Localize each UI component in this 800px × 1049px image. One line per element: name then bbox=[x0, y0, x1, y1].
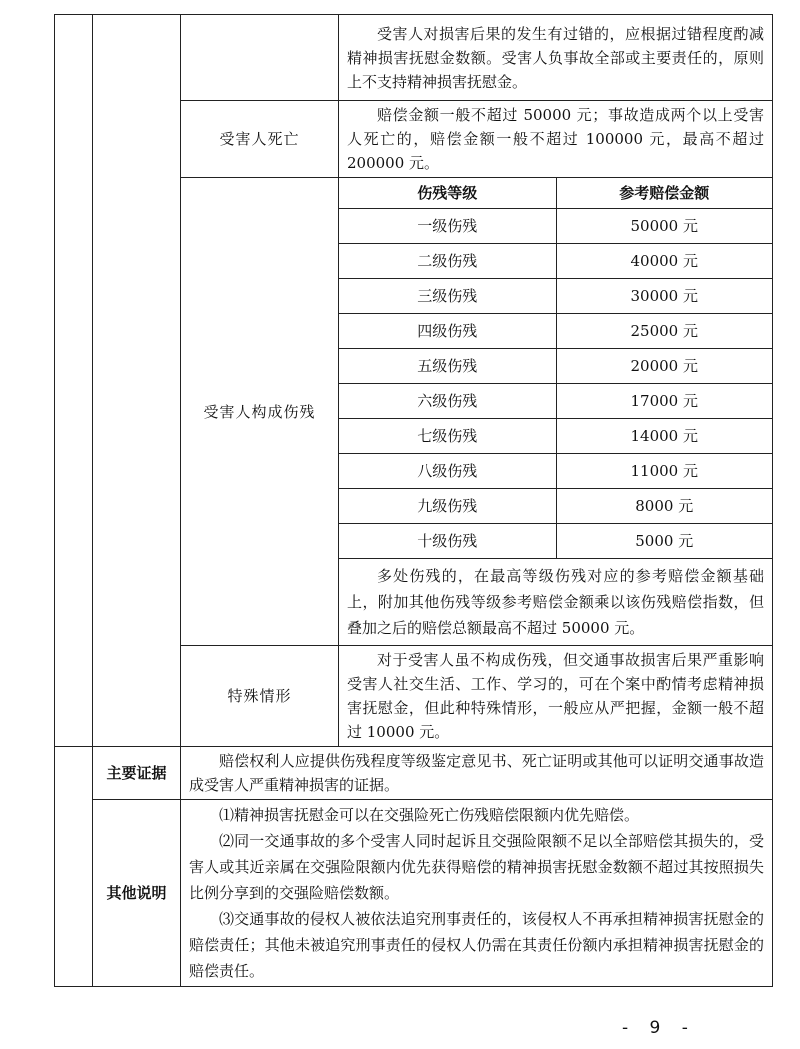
grade-amount: 30000 元 bbox=[556, 279, 772, 314]
disability-grade-table bbox=[339, 178, 772, 645]
page-number: - 9 - bbox=[622, 1018, 696, 1038]
table-row bbox=[55, 800, 773, 987]
death-text: 赔偿金额一般不超过 50000 元；事故造成两个以上受害人死亡的，赔偿金额一般不超过 100000 元，最高不超过 200000 元。 bbox=[339, 101, 773, 178]
header-level: 伤残等级 bbox=[339, 178, 556, 209]
note-item: ⑵同一交通事故的多个受害人同时起诉且交强险限额不足以全部赔偿其损失的，受害人或其近亲属在交强险限额内优先获得赔偿的精神损害抚慰金数额不超过其按照损失比例分享到的交强险赔偿数额。 bbox=[189, 832, 764, 902]
table-row bbox=[339, 279, 772, 314]
empty-sub-cell bbox=[181, 15, 339, 101]
other-notes bbox=[181, 800, 773, 987]
disability-cell bbox=[339, 178, 773, 646]
empty-left-column bbox=[55, 15, 93, 747]
table-row bbox=[55, 747, 773, 800]
death-label: 受害人死亡 bbox=[181, 101, 339, 178]
grade-level: 四级伤残 bbox=[339, 314, 556, 349]
grade-amount: 11000 元 bbox=[556, 454, 772, 489]
table-row bbox=[339, 524, 772, 559]
table-row bbox=[339, 559, 772, 646]
evidence-text: 赔偿权利人应提供伤残程度等级鉴定意见书、死亡证明或其他可以证明交通事故造成受害人严重精神损害的证据。 bbox=[181, 747, 773, 800]
table-row bbox=[339, 349, 772, 384]
table-row bbox=[339, 314, 772, 349]
table-row bbox=[339, 419, 772, 454]
table-row bbox=[339, 209, 772, 244]
grade-level: 一级伤残 bbox=[339, 209, 556, 244]
grade-amount: 40000 元 bbox=[556, 244, 772, 279]
empty-heading-column bbox=[93, 15, 181, 747]
empty-left-column bbox=[55, 747, 93, 987]
grade-level: 三级伤残 bbox=[339, 279, 556, 314]
grade-level: 十级伤残 bbox=[339, 524, 556, 559]
grade-level: 九级伤残 bbox=[339, 489, 556, 524]
fault-text: 受害人对损害后果的发生有过错的，应根据过错程度酌减精神损害抚慰金数额。受害人负事故全部或主要责任的，原则上不支持精神损害抚慰金。 bbox=[339, 15, 773, 101]
disability-label: 受害人构成伤残 bbox=[181, 178, 339, 646]
table-row bbox=[339, 489, 772, 524]
special-text: 对于受害人虽不构成伤残，但交通事故损害后果严重影响受害人社交生活、工作、学习的，可在个案中酌情考虑精神损害抚慰金，但此种特殊情形，一般应从严把握，金额一般不超过 10000 元。 bbox=[339, 646, 773, 747]
special-label: 特殊情形 bbox=[181, 646, 339, 747]
grade-level: 二级伤残 bbox=[339, 244, 556, 279]
compensation-table bbox=[54, 14, 773, 987]
evidence-label: 主要证据 bbox=[93, 747, 181, 800]
other-label: 其他说明 bbox=[93, 800, 181, 987]
grade-level: 七级伤残 bbox=[339, 419, 556, 454]
grade-amount: 50000 元 bbox=[556, 209, 772, 244]
note-item: ⑶交通事故的侵权人被依法追究刑事责任的，该侵权人不再承担精神损害抚慰金的赔偿责任；其他未被追究刑事责任的侵权人仍需在其责任份额内承担精神损害抚慰金的赔偿责任。 bbox=[189, 910, 764, 980]
table-row bbox=[339, 244, 772, 279]
table-row bbox=[339, 384, 772, 419]
note-item: ⑴精神损害抚慰金可以在交强险死亡伤残赔偿限额内优先赔偿。 bbox=[219, 806, 640, 824]
grade-amount: 20000 元 bbox=[556, 349, 772, 384]
table-row bbox=[339, 454, 772, 489]
grade-level: 六级伤残 bbox=[339, 384, 556, 419]
grade-amount: 5000 元 bbox=[556, 524, 772, 559]
grade-level: 五级伤残 bbox=[339, 349, 556, 384]
multi-disability-note: 多处伤残的，在最高等级伤残对应的参考赔偿金额基础上，附加其他伤残等级参考赔偿金额乘以该伤残赔偿指数，但叠加之后的赔偿总额最高不超过 50000 元。 bbox=[347, 567, 764, 637]
grade-amount: 25000 元 bbox=[556, 314, 772, 349]
grade-amount: 8000 元 bbox=[556, 489, 772, 524]
grade-amount: 17000 元 bbox=[556, 384, 772, 419]
grade-level: 八级伤残 bbox=[339, 454, 556, 489]
grade-amount: 14000 元 bbox=[556, 419, 772, 454]
table-row bbox=[55, 15, 773, 101]
header-amount: 参考赔偿金额 bbox=[556, 178, 772, 209]
table-header-row bbox=[339, 178, 772, 209]
